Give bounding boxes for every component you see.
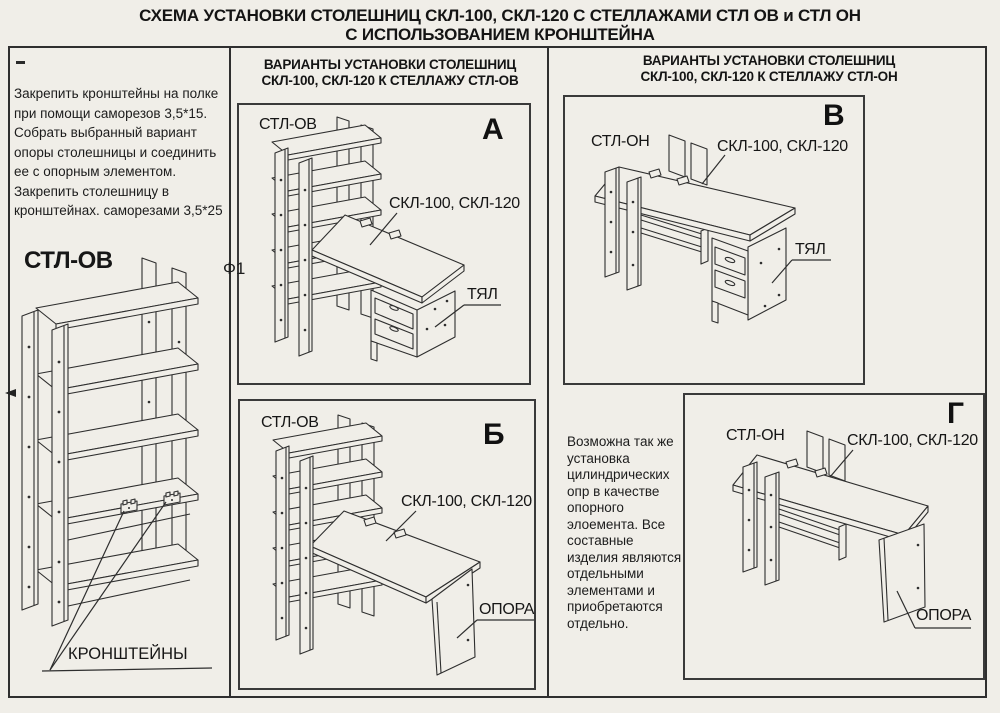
assembly-instructions: Закрепить кронштейны на полке при помощи саморезов 3,5*15. Собрать выбранный вариант опоры столешницы и соединить ее с опорным элементом. Закрепить столешницу в кронштейнах. саморезами 3,5*25 bbox=[14, 86, 223, 218]
middle-header-line2: СКЛ-100, СКЛ-120 К СТЕЛЛАЖУ СТЛ-ОВ bbox=[261, 73, 519, 88]
variant-letter: Б bbox=[483, 418, 505, 451]
left-rack-title: СТЛ-ОВ bbox=[24, 247, 113, 274]
support-label: ТЯЛ bbox=[467, 286, 498, 303]
variant-letter: Г bbox=[947, 397, 965, 430]
pedestal-tyal bbox=[371, 290, 455, 361]
divider-middle-right bbox=[547, 46, 549, 698]
tabletop-label: СКЛ-100, СКЛ-120 bbox=[401, 493, 532, 510]
variant-a-panel bbox=[237, 103, 531, 385]
variant-g-panel bbox=[683, 393, 985, 680]
rack-label: СТЛ-ОН bbox=[591, 133, 650, 150]
variant-b-panel bbox=[238, 399, 536, 690]
support-label: ОПОРА bbox=[916, 607, 972, 624]
detail-ref-label: Ф1 bbox=[223, 259, 246, 278]
variant-letter: В bbox=[823, 99, 845, 132]
right-header-line2: СКЛ-100, СКЛ-120 К СТЕЛЛАЖУ СТЛ-ОН bbox=[640, 69, 898, 84]
scan-mark bbox=[16, 61, 25, 64]
pedestal-tyal bbox=[712, 228, 786, 323]
page-title-line1: СХЕМА УСТАНОВКИ СТОЛЕШНИЦ СКЛ-100, СКЛ-120 С СТЕЛЛАЖАМИ СТЛ ОВ и СТЛ ОН bbox=[139, 6, 861, 25]
variant-letter: А bbox=[482, 113, 504, 146]
rack-label: СТЛ-ОВ bbox=[259, 116, 317, 133]
tabletop-label: СКЛ-100, СКЛ-120 bbox=[717, 138, 848, 155]
support-label: ТЯЛ bbox=[795, 241, 826, 258]
rack-label: СТЛ-ОВ bbox=[261, 414, 319, 431]
tabletop-label: СКЛ-100, СКЛ-120 bbox=[847, 432, 978, 449]
support-label: ОПОРА bbox=[479, 601, 535, 618]
middle-header-line1: ВАРИАНТЫ УСТАНОВКИ СТОЛЕШНИЦ bbox=[263, 57, 517, 72]
tabletop-label: СКЛ-100, СКЛ-120 bbox=[389, 195, 520, 212]
note-text: Возможна так же установка цилиндрических опр в качестве опорного элоемента. Все составные изделия являются отдельными элементами и приобретаются отдельно. bbox=[567, 434, 682, 631]
variant-v-panel bbox=[563, 95, 865, 385]
stl-ov-rack-diagram bbox=[14, 252, 236, 682]
brackets-callout-label: КРОНШТЕЙНЫ bbox=[68, 645, 188, 663]
page-title-line2: С ИСПОЛЬЗОВАНИЕМ КРОНШТЕЙНА bbox=[345, 25, 655, 44]
rack-label: СТЛ-ОН bbox=[726, 427, 785, 444]
right-header-line1: ВАРИАНТЫ УСТАНОВКИ СТОЛЕШНИЦ bbox=[642, 53, 896, 68]
